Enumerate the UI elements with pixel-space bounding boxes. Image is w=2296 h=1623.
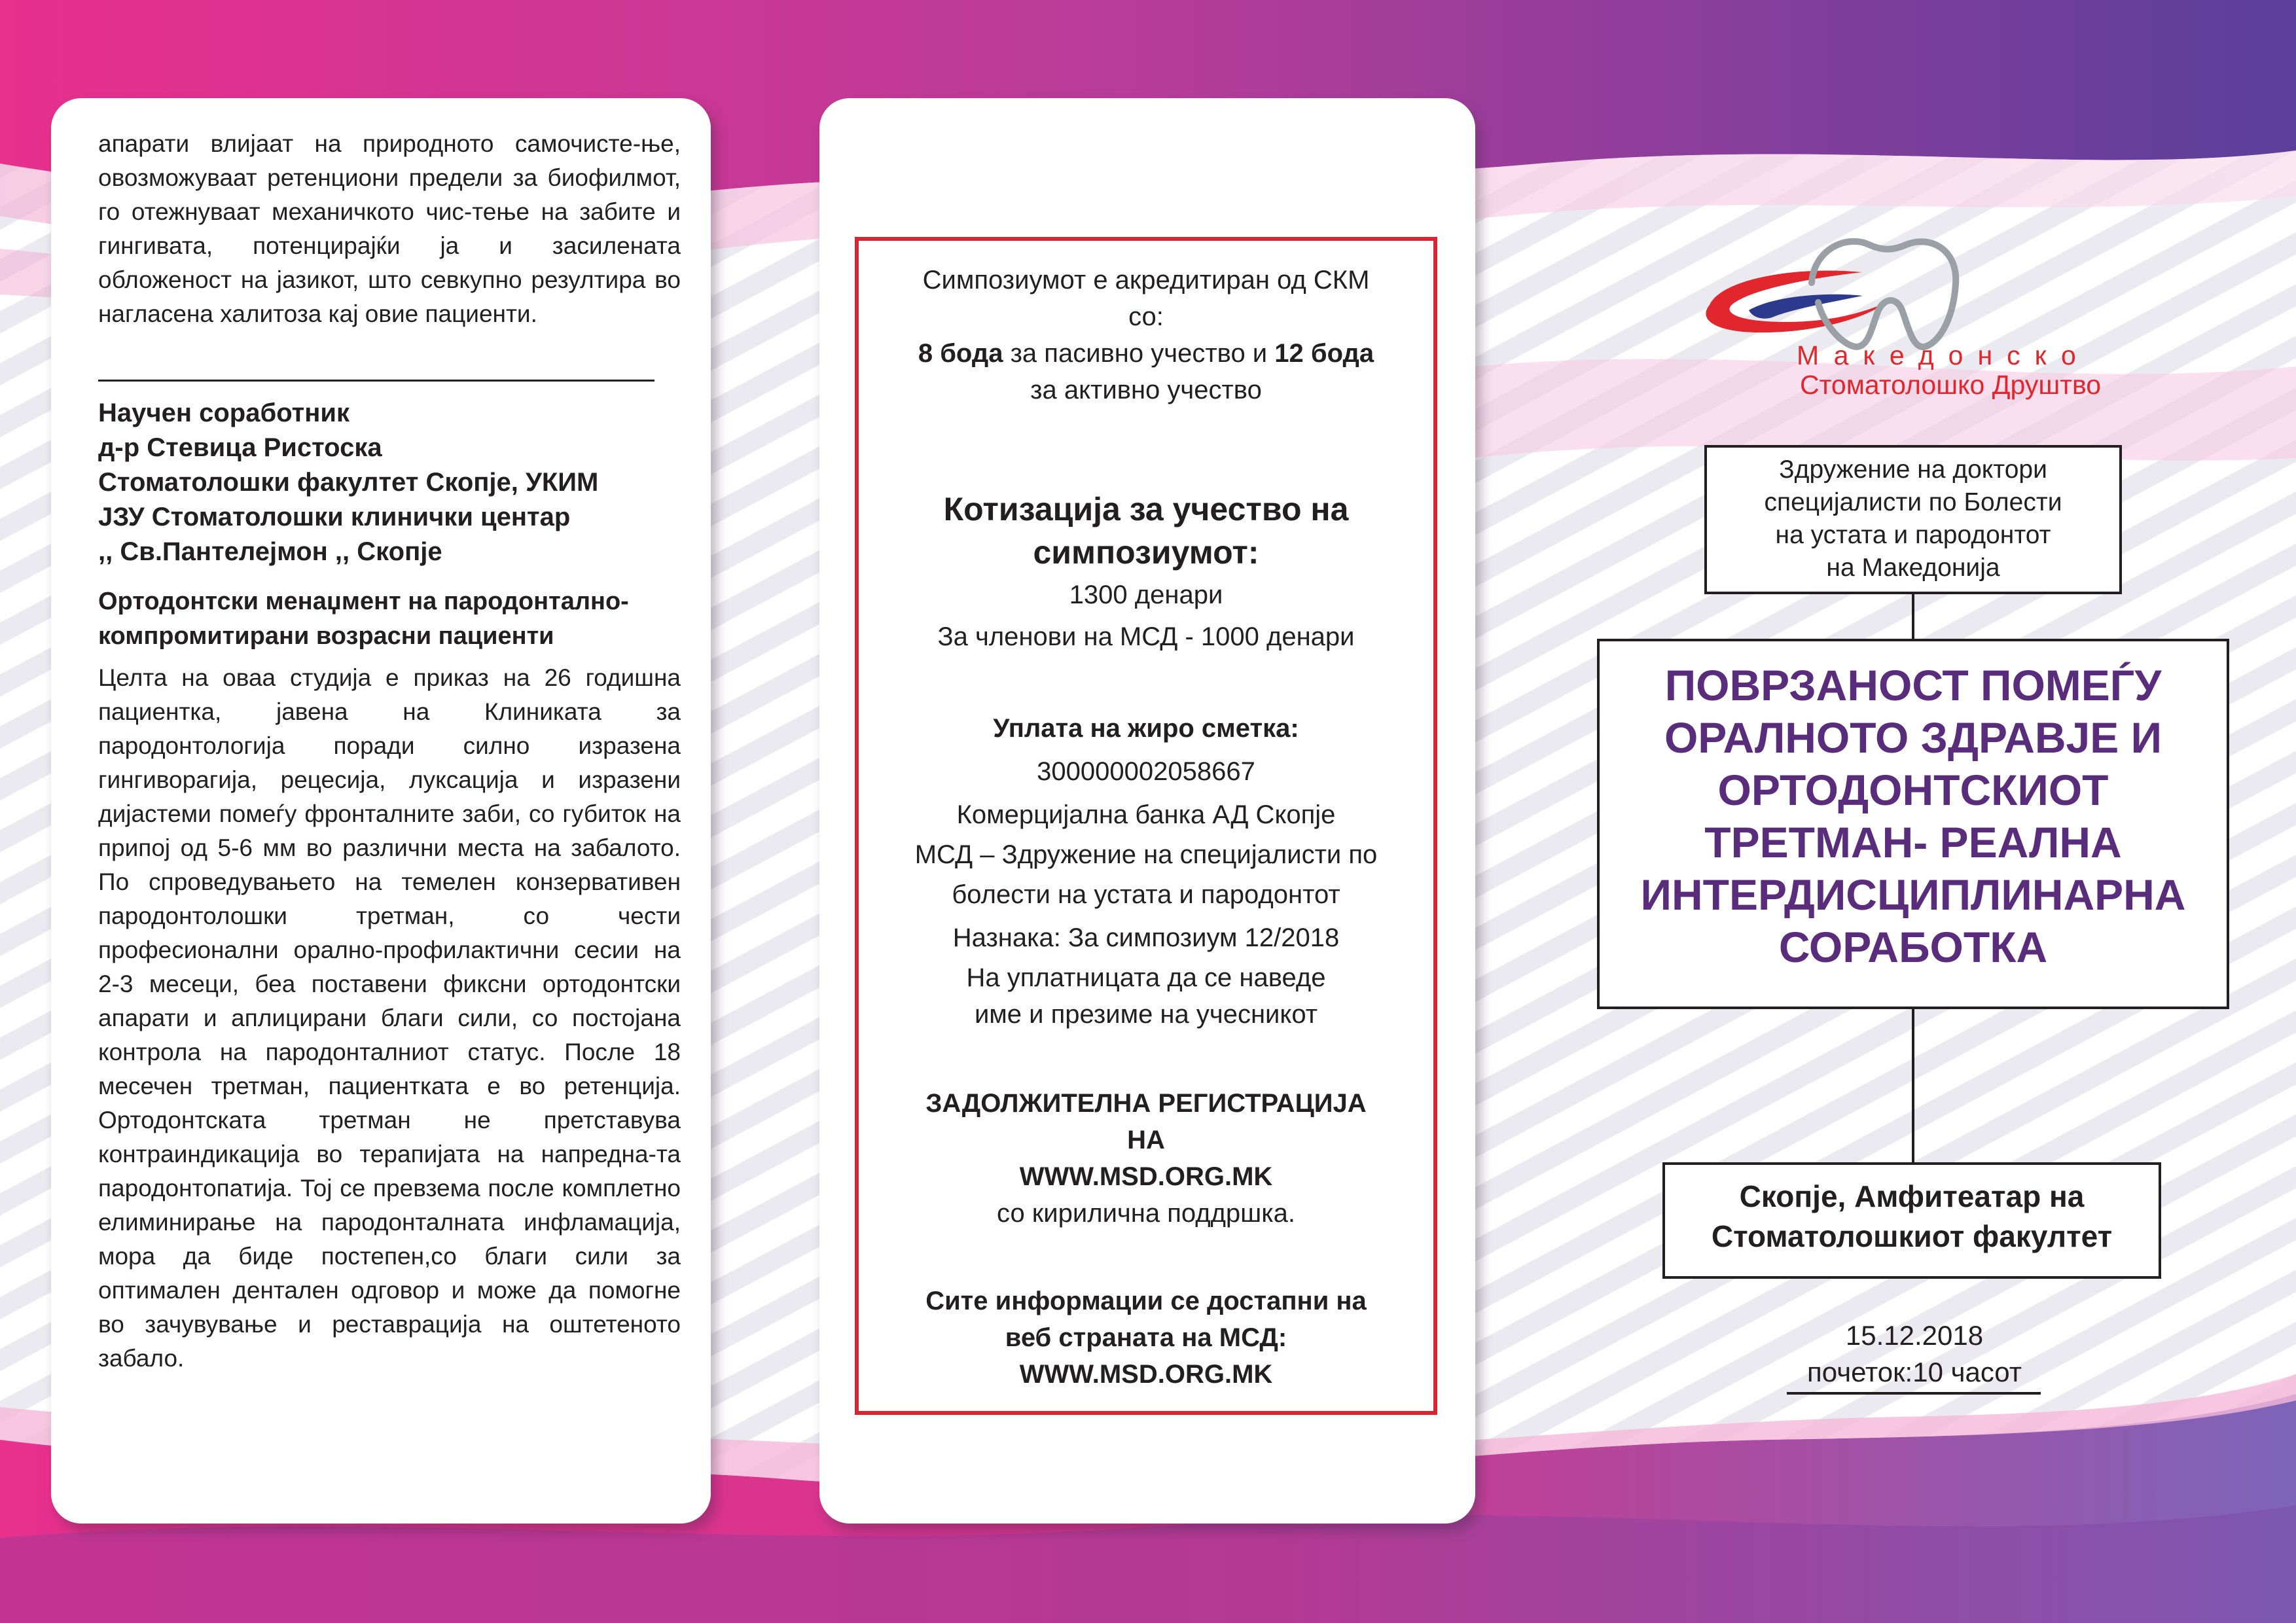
- association-text: [1704, 454, 2122, 584]
- info-block: [855, 1283, 1437, 1393]
- lecture-title-line-1: Ортодонтски менаџмент на пародонтално-: [98, 588, 629, 615]
- payment-note-1: На уплатницата да се наведе: [966, 963, 1326, 992]
- date-block: [1715, 1317, 2114, 1391]
- fee-block: [855, 488, 1437, 658]
- start-time: почеток:10 часот: [1807, 1357, 2022, 1387]
- title-line-5: ИНТЕРДИСЦИПЛИНАРНА: [1640, 870, 2186, 919]
- author-affiliation-3: ,, Св.Пантелејмон ,, Скопје: [98, 537, 442, 566]
- info-url[interactable]: WWW.MSD.ORG.MK: [1019, 1360, 1273, 1389]
- registration-note: со кирилична поддршка.: [997, 1199, 1295, 1228]
- body-paragraph: Целта на оваа студија е приказ на 26 годишна пациентка, јавена на Клиниката за пародонтологија поради силно изразена гингиворагија, рецесија, луксација и изразени дијастеми помеѓу фронталните заби, со губиток на припој од 5-6 мм во различни места на забалото. По спроведувањето на темелен конзервативен пародонтолошки третман, со чести професионални орално-профилактични сесии на 2-3 месеци, беа поставени фиксни ортодонтски апарати и аплицирани благи сили, со постојана контрола на пародонталниот статус. После 18 месечен третман, пациентката е во ретенција. Ортодонтската третман не претставува контраиндикација во терапијата на напредна-та пародонтопатија. Тој се превзема после комплетно елиминирање на пародонталната инфламација, мора да биде постепен,со благи сили за оптимален дентален одговор и може да помогне во зачувување и реставрација на оштетеното забало.: [98, 664, 681, 1372]
- symposium-title: [1597, 659, 2229, 973]
- registration-line-2: НА: [1127, 1126, 1165, 1154]
- payment-block: [855, 707, 1437, 1033]
- venue-line-1: Скопје, Амфитеатар на: [1739, 1179, 2085, 1213]
- accreditation-points: [855, 335, 1437, 372]
- start-time-underline: [1787, 1392, 2041, 1395]
- info-line-1: Сите информации се достапни на: [925, 1287, 1367, 1315]
- payment-recipient-2: болести на устата и пародонтот: [952, 880, 1340, 909]
- info-line-2: веб страната на МСД:: [1005, 1323, 1287, 1352]
- title-line-6: СОРАБОТКА: [1778, 923, 2048, 971]
- payment-heading: Уплата на жиро сметка:: [993, 714, 1299, 743]
- association-line-1: Здружение на доктори: [1779, 455, 2047, 484]
- connector-line: [1912, 594, 1914, 639]
- association-line-2: специјалисти по Болести: [1764, 488, 2062, 516]
- author-block: [98, 396, 687, 569]
- active-text: за активно учество: [1030, 376, 1262, 404]
- fee-heading-2: симпозиумот:: [1033, 534, 1259, 571]
- connector-line: [1912, 1009, 1914, 1162]
- divider: [98, 380, 655, 382]
- fee-member-amount: За членови на МСД - 1000 денари: [937, 622, 1355, 651]
- title-line-2: ОРАЛНОТО ЗДРАВЈЕ И: [1664, 713, 2162, 762]
- logo-word-1: Македонско: [1797, 340, 2090, 370]
- registration-url[interactable]: WWW.MSD.ORG.MK: [1019, 1162, 1273, 1191]
- passive-points: 8 бода: [918, 339, 1003, 368]
- venue-text: [1662, 1177, 2161, 1257]
- passive-text: за пасивно учество и: [1003, 339, 1275, 368]
- fee-amount: 1300 денари: [1069, 580, 1223, 609]
- registration-block: [855, 1085, 1437, 1232]
- payment-bank: Комерцијална банка АД Скопје: [956, 800, 1336, 829]
- association-line-3: на устата и пародонтот: [1775, 521, 2051, 549]
- payment-recipient-1: МСД – Здружение на специјалисти по: [914, 840, 1378, 869]
- association-line-4: на Македонија: [1826, 554, 2000, 582]
- author-affiliation-1: Стоматолошки факултет Скопје, УКИМ: [98, 468, 599, 497]
- author-name: д-р Стевица Ристоска: [98, 433, 382, 462]
- payment-purpose: Назнака: За симпозиум 12/2018: [952, 923, 1340, 952]
- intro-paragraph: апарати влијаат на природното самочисте-ње, овозможуваат ретенциони предели за биофилмот, го отежнуваат механичкото чис-тење на забите и гингивата, потенцирајќи ја и засилената обложеност на јазикот, што севкупно резултира во нагласена халитоза кај овие пациенти.: [98, 130, 681, 327]
- accreditation-line-2: со:: [1128, 302, 1164, 331]
- payment-account: 300000002058667: [1037, 757, 1255, 786]
- author-affiliation-2: ЈЗУ Стоматолошки клинички центар: [98, 503, 571, 531]
- logo-word-2: Стоматолошко Друштво: [1800, 370, 2102, 400]
- accreditation-block: [855, 262, 1437, 408]
- title-line-1: ПОВРЗАНОСТ ПОМЕЃУ: [1664, 661, 2162, 709]
- author-role: Научен соработник: [98, 399, 350, 427]
- title-line-4: ТРЕТМАН- РЕАЛНА: [1704, 818, 2122, 866]
- event-date: 15.12.2018: [1845, 1320, 1984, 1351]
- payment-note-2: име и презиме на учесникот: [974, 1000, 1318, 1029]
- registration-line-1: ЗАДОЛЖИТЕЛНА РЕГИСТРАЦИЈА: [925, 1089, 1367, 1118]
- fee-heading-1: Котизација за учество на: [943, 491, 1349, 527]
- lecture-title: [98, 584, 687, 654]
- active-points: 12 бода: [1274, 339, 1374, 368]
- accreditation-line-1: Симпозиумот е акредитиран од СКМ: [922, 266, 1370, 294]
- title-line-3: ОРТОДОНТСКИОТ: [1717, 766, 2109, 814]
- venue-line-2: Стоматолошкиот факултет: [1711, 1219, 2113, 1253]
- lecture-title-line-2: компромитирани возрасни пациенти: [98, 622, 554, 650]
